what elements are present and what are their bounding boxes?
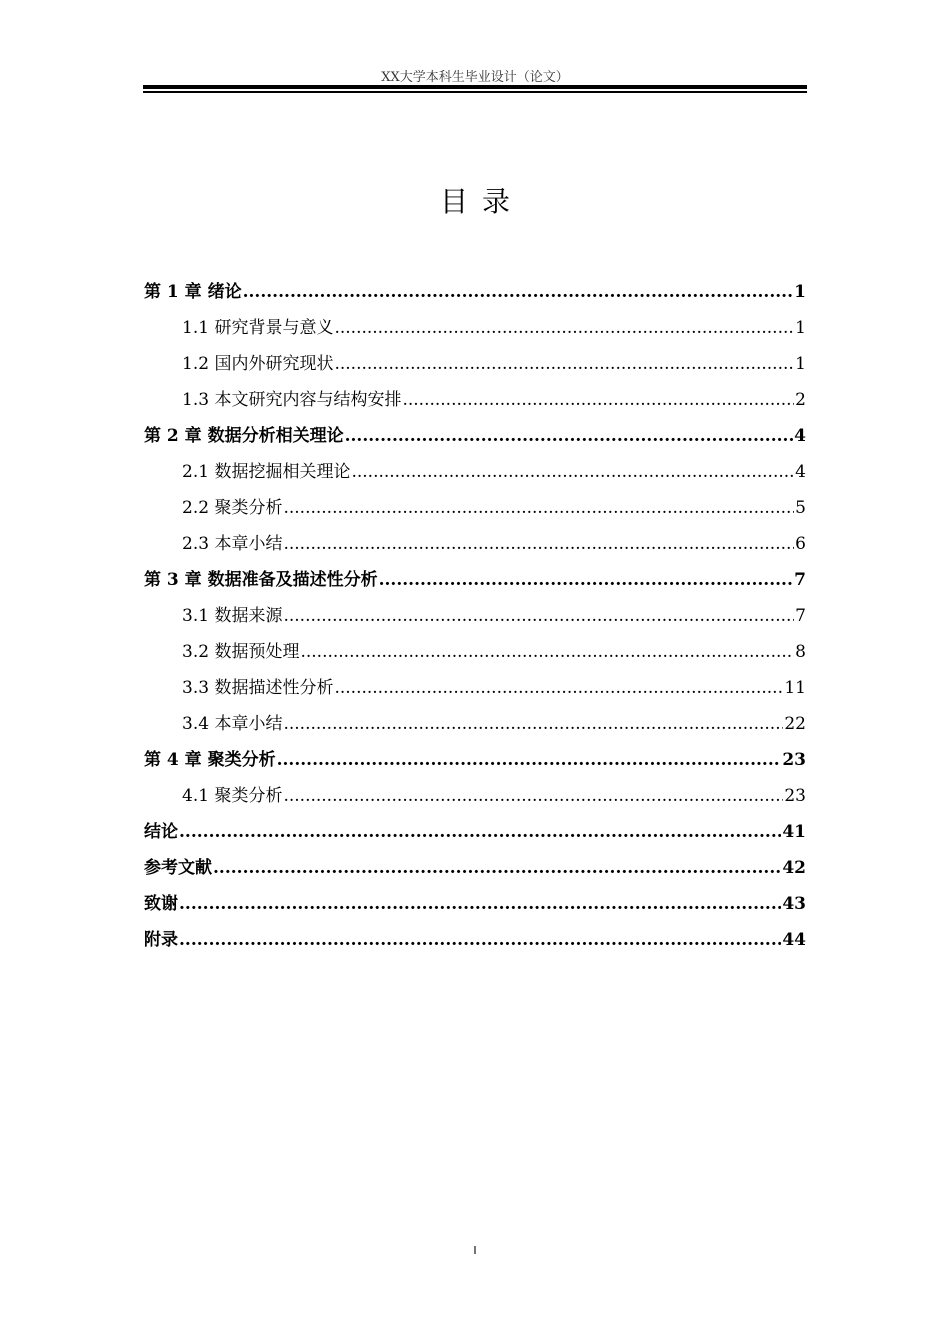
toc-chapter-entry[interactable] bbox=[144, 418, 806, 454]
toc-entry-label: 第 2 章 数据分析相关理论 bbox=[144, 426, 344, 446]
toc-chapter-entry[interactable] bbox=[144, 274, 806, 310]
toc-entry-page-number: 2 bbox=[795, 390, 806, 410]
toc-entry-page-number: 43 bbox=[782, 894, 806, 914]
toc-entry-label: 第 1 章 绪论 bbox=[144, 282, 242, 302]
toc-dot-leader bbox=[179, 922, 781, 958]
toc-entry-page-number: 4 bbox=[794, 426, 806, 446]
toc-entry-label: 参考文献 bbox=[144, 858, 212, 878]
toc-entry-page-number: 7 bbox=[794, 570, 806, 590]
toc-entry-label: 结论 bbox=[144, 822, 178, 842]
toc-entry-label: 2.3 本章小结 bbox=[182, 534, 283, 554]
toc-dot-leader bbox=[402, 382, 794, 418]
toc-entry-label: 3.4 本章小结 bbox=[182, 714, 283, 734]
toc-chapter-entry[interactable] bbox=[144, 562, 806, 598]
toc-dot-leader bbox=[179, 814, 781, 850]
toc-section-entry[interactable] bbox=[144, 526, 806, 562]
toc-title: 目录 bbox=[439, 185, 524, 218]
toc-section-entry[interactable] bbox=[144, 598, 806, 634]
toc-section-entry[interactable] bbox=[144, 454, 806, 490]
toc-dot-leader bbox=[283, 598, 794, 634]
toc-entry-page-number: 4 bbox=[795, 462, 806, 482]
toc-entry-label: 第 3 章 数据准备及描述性分析 bbox=[144, 570, 378, 590]
toc-section-entry[interactable] bbox=[144, 382, 806, 418]
toc-chapter-entry[interactable] bbox=[144, 922, 806, 958]
toc-chapter-entry[interactable] bbox=[144, 742, 806, 778]
toc-entry-label: 1.2 国内外研究现状 bbox=[182, 354, 334, 374]
page-header-title: XX大学本科生毕业设计（论文） bbox=[381, 70, 569, 85]
toc-chapter-entry[interactable] bbox=[144, 814, 806, 850]
table-of-contents bbox=[144, 274, 806, 958]
toc-dot-leader bbox=[379, 562, 794, 598]
toc-entry-page-number: 1 bbox=[795, 354, 806, 374]
toc-dot-leader bbox=[351, 454, 794, 490]
toc-entry-page-number: 8 bbox=[795, 642, 806, 662]
toc-dot-leader bbox=[179, 886, 781, 922]
toc-section-entry[interactable] bbox=[144, 706, 806, 742]
toc-section-entry[interactable] bbox=[144, 346, 806, 382]
toc-dot-leader bbox=[300, 634, 794, 670]
toc-section-entry[interactable] bbox=[144, 310, 806, 346]
toc-chapter-entry[interactable] bbox=[144, 850, 806, 886]
toc-dot-leader bbox=[334, 310, 794, 346]
toc-entry-page-number: 23 bbox=[784, 786, 806, 806]
toc-dot-leader bbox=[213, 850, 781, 886]
toc-section-entry[interactable] bbox=[144, 778, 806, 814]
toc-entry-page-number: 11 bbox=[784, 678, 806, 698]
toc-dot-leader bbox=[345, 418, 794, 454]
toc-entry-page-number: 44 bbox=[782, 930, 806, 950]
toc-entry-label: 2.2 聚类分析 bbox=[182, 498, 283, 518]
toc-entry-label: 3.2 数据预处理 bbox=[182, 642, 300, 662]
toc-entry-label: 致谢 bbox=[144, 894, 178, 914]
toc-dot-leader bbox=[283, 526, 794, 562]
toc-entry-page-number: 1 bbox=[794, 282, 806, 302]
toc-entry-label: 4.1 聚类分析 bbox=[182, 786, 283, 806]
toc-entry-page-number: 41 bbox=[782, 822, 806, 842]
toc-dot-leader bbox=[283, 706, 783, 742]
toc-entry-page-number: 7 bbox=[795, 606, 806, 626]
toc-entry-label: 附录 bbox=[144, 930, 178, 950]
toc-entry-label: 1.3 本文研究内容与结构安排 bbox=[182, 390, 402, 410]
toc-entry-page-number: 5 bbox=[795, 498, 806, 518]
toc-dot-leader bbox=[283, 778, 783, 814]
toc-entry-label: 3.3 数据描述性分析 bbox=[182, 678, 334, 698]
toc-chapter-entry[interactable] bbox=[144, 886, 806, 922]
toc-section-entry[interactable] bbox=[144, 670, 806, 706]
toc-entry-page-number: 6 bbox=[795, 534, 806, 554]
toc-dot-leader bbox=[283, 490, 794, 526]
toc-dot-leader bbox=[277, 742, 782, 778]
toc-entry-label: 第 4 章 聚类分析 bbox=[144, 750, 276, 770]
toc-entry-label: 2.1 数据挖掘相关理论 bbox=[182, 462, 351, 482]
toc-entry-page-number: 42 bbox=[782, 858, 806, 878]
toc-entry-page-number: 1 bbox=[795, 318, 806, 338]
toc-section-entry[interactable] bbox=[144, 634, 806, 670]
toc-entry-page-number: 23 bbox=[782, 750, 806, 770]
toc-entry-page-number: 22 bbox=[784, 714, 806, 734]
header-rule-thin bbox=[143, 91, 807, 93]
header-rule-thick bbox=[143, 85, 807, 89]
toc-section-entry[interactable] bbox=[144, 490, 806, 526]
toc-entry-label: 3.1 数据来源 bbox=[182, 606, 283, 626]
toc-dot-leader bbox=[334, 670, 783, 706]
footer-page-number: I bbox=[473, 1244, 477, 1257]
toc-dot-leader bbox=[243, 274, 794, 310]
toc-dot-leader bbox=[334, 346, 794, 382]
toc-entry-label: 1.1 研究背景与意义 bbox=[182, 318, 334, 338]
